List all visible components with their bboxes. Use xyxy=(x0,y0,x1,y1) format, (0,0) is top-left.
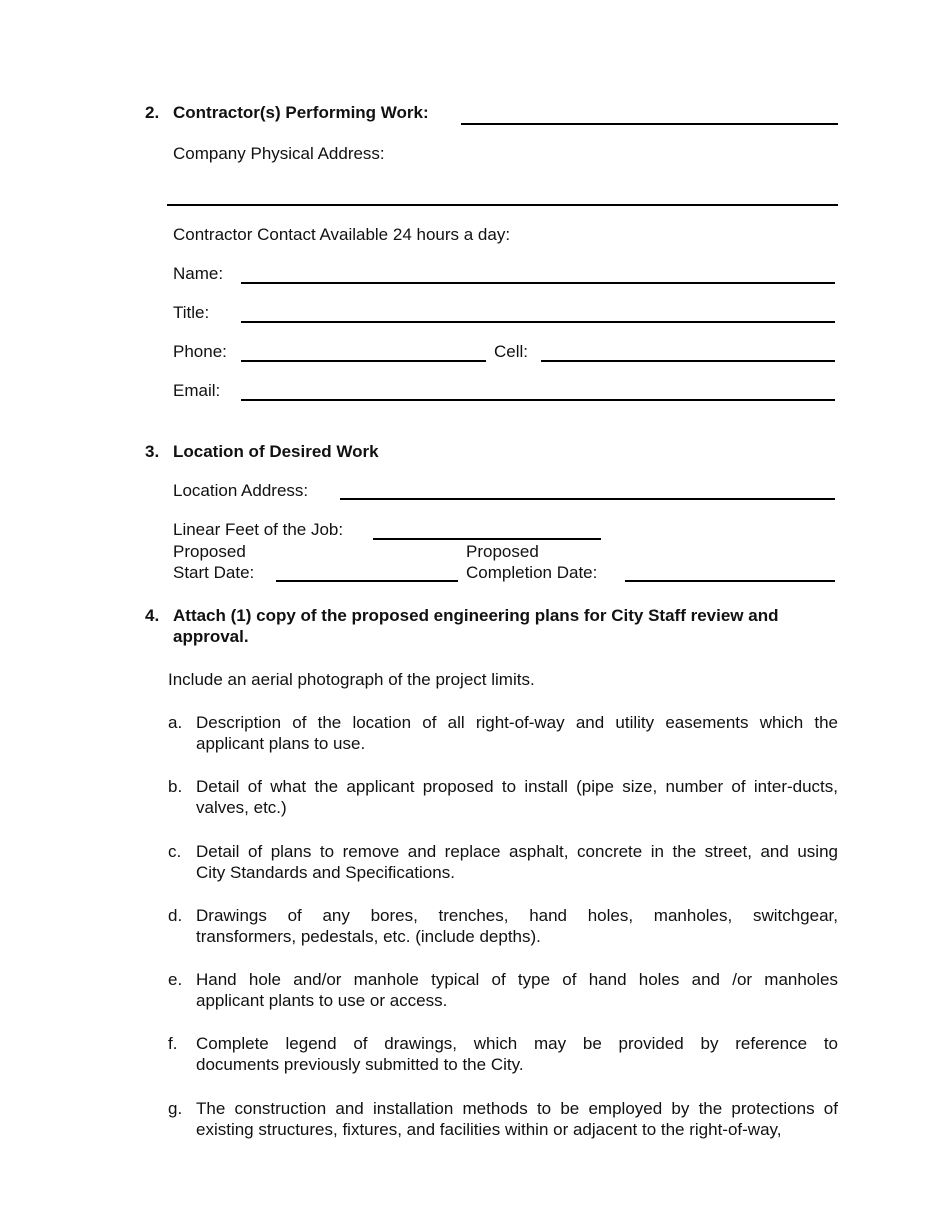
name-field[interactable] xyxy=(241,282,835,284)
section-4-number: 4. xyxy=(145,606,160,625)
list-item-text-line2: existing structures, fixtures, and facilities within or adjacent to the right-of-way, xyxy=(196,1120,782,1139)
section-4-title-line2: approval. xyxy=(173,627,249,646)
section-2-number: 2. xyxy=(145,103,160,122)
cell-field[interactable] xyxy=(541,360,835,362)
contact-heading: Contractor Contact Available 24 hours a day: xyxy=(173,225,511,244)
name-label: Name: xyxy=(173,264,224,283)
completion-date-label-line1: Proposed xyxy=(466,542,539,561)
list-item-letter: e. xyxy=(168,970,183,989)
list-item-text-line2: valves, etc.) xyxy=(196,798,287,817)
company-address-field[interactable] xyxy=(167,204,838,206)
list-item-text-line1: The construction and installation methods to be employed by the protections of xyxy=(196,1099,838,1118)
section-3-number: 3. xyxy=(145,442,160,461)
list-item-text-line2: documents previously submitted to the City. xyxy=(196,1055,524,1074)
list-item-text-line1: Drawings of any bores, trenches, hand holes, manholes, switchgear, xyxy=(196,906,838,925)
email-label: Email: xyxy=(173,381,221,400)
list-item-text-line1: Complete legend of drawings, which may be provided by reference to xyxy=(196,1034,838,1053)
title-label: Title: xyxy=(173,303,210,322)
section-2-title: Contractor(s) Performing Work: xyxy=(173,103,429,122)
location-address-label: Location Address: xyxy=(173,481,309,500)
email-field[interactable] xyxy=(241,399,835,401)
contractor-field[interactable] xyxy=(461,123,838,125)
start-date-label-line1: Proposed xyxy=(173,542,246,561)
section-3-title: Location of Desired Work xyxy=(173,442,379,461)
start-date-field[interactable] xyxy=(276,580,458,582)
completion-date-label-line2: Completion Date: xyxy=(466,563,598,582)
list-item-text-line1: Description of the location of all right-of-way and utility easements which the xyxy=(196,713,838,732)
company-address-label: Company Physical Address: xyxy=(173,144,385,163)
list-item-text-line2: applicant plants to use or access. xyxy=(196,991,448,1010)
title-field[interactable] xyxy=(241,321,835,323)
list-item-letter: g. xyxy=(168,1099,183,1118)
completion-date-field[interactable] xyxy=(625,580,835,582)
cell-label: Cell: xyxy=(494,342,529,361)
list-item-text-line1: Detail of what the applicant proposed to install (pipe size, number of inter-ducts, xyxy=(196,777,838,796)
list-item-text-line2: City Standards and Specifications. xyxy=(196,863,455,882)
list-item-letter: b. xyxy=(168,777,183,796)
list-item-letter: f. xyxy=(168,1034,178,1053)
list-item-text-line1: Detail of plans to remove and replace asphalt, concrete in the street, and using xyxy=(196,842,838,861)
list-item-letter: d. xyxy=(168,906,183,925)
list-item-letter: a. xyxy=(168,713,183,732)
phone-label: Phone: xyxy=(173,342,227,361)
linear-feet-field[interactable] xyxy=(373,538,601,540)
list-item-text-line2: transformers, pedestals, etc. (include depths). xyxy=(196,927,541,946)
linear-feet-label: Linear Feet of the Job: xyxy=(173,520,344,539)
location-address-field[interactable] xyxy=(340,498,835,500)
section-4-intro: Include an aerial photograph of the project limits. xyxy=(168,670,535,689)
start-date-label-line2: Start Date: xyxy=(173,563,255,582)
list-item-text-line2: applicant plans to use. xyxy=(196,734,366,753)
list-item-text-line1: Hand hole and/or manhole typical of type of hand holes and /or manholes xyxy=(196,970,838,989)
phone-field[interactable] xyxy=(241,360,486,362)
list-item-letter: c. xyxy=(168,842,182,861)
section-4-title-line1: Attach (1) copy of the proposed engineering plans for City Staff review and xyxy=(173,606,779,625)
